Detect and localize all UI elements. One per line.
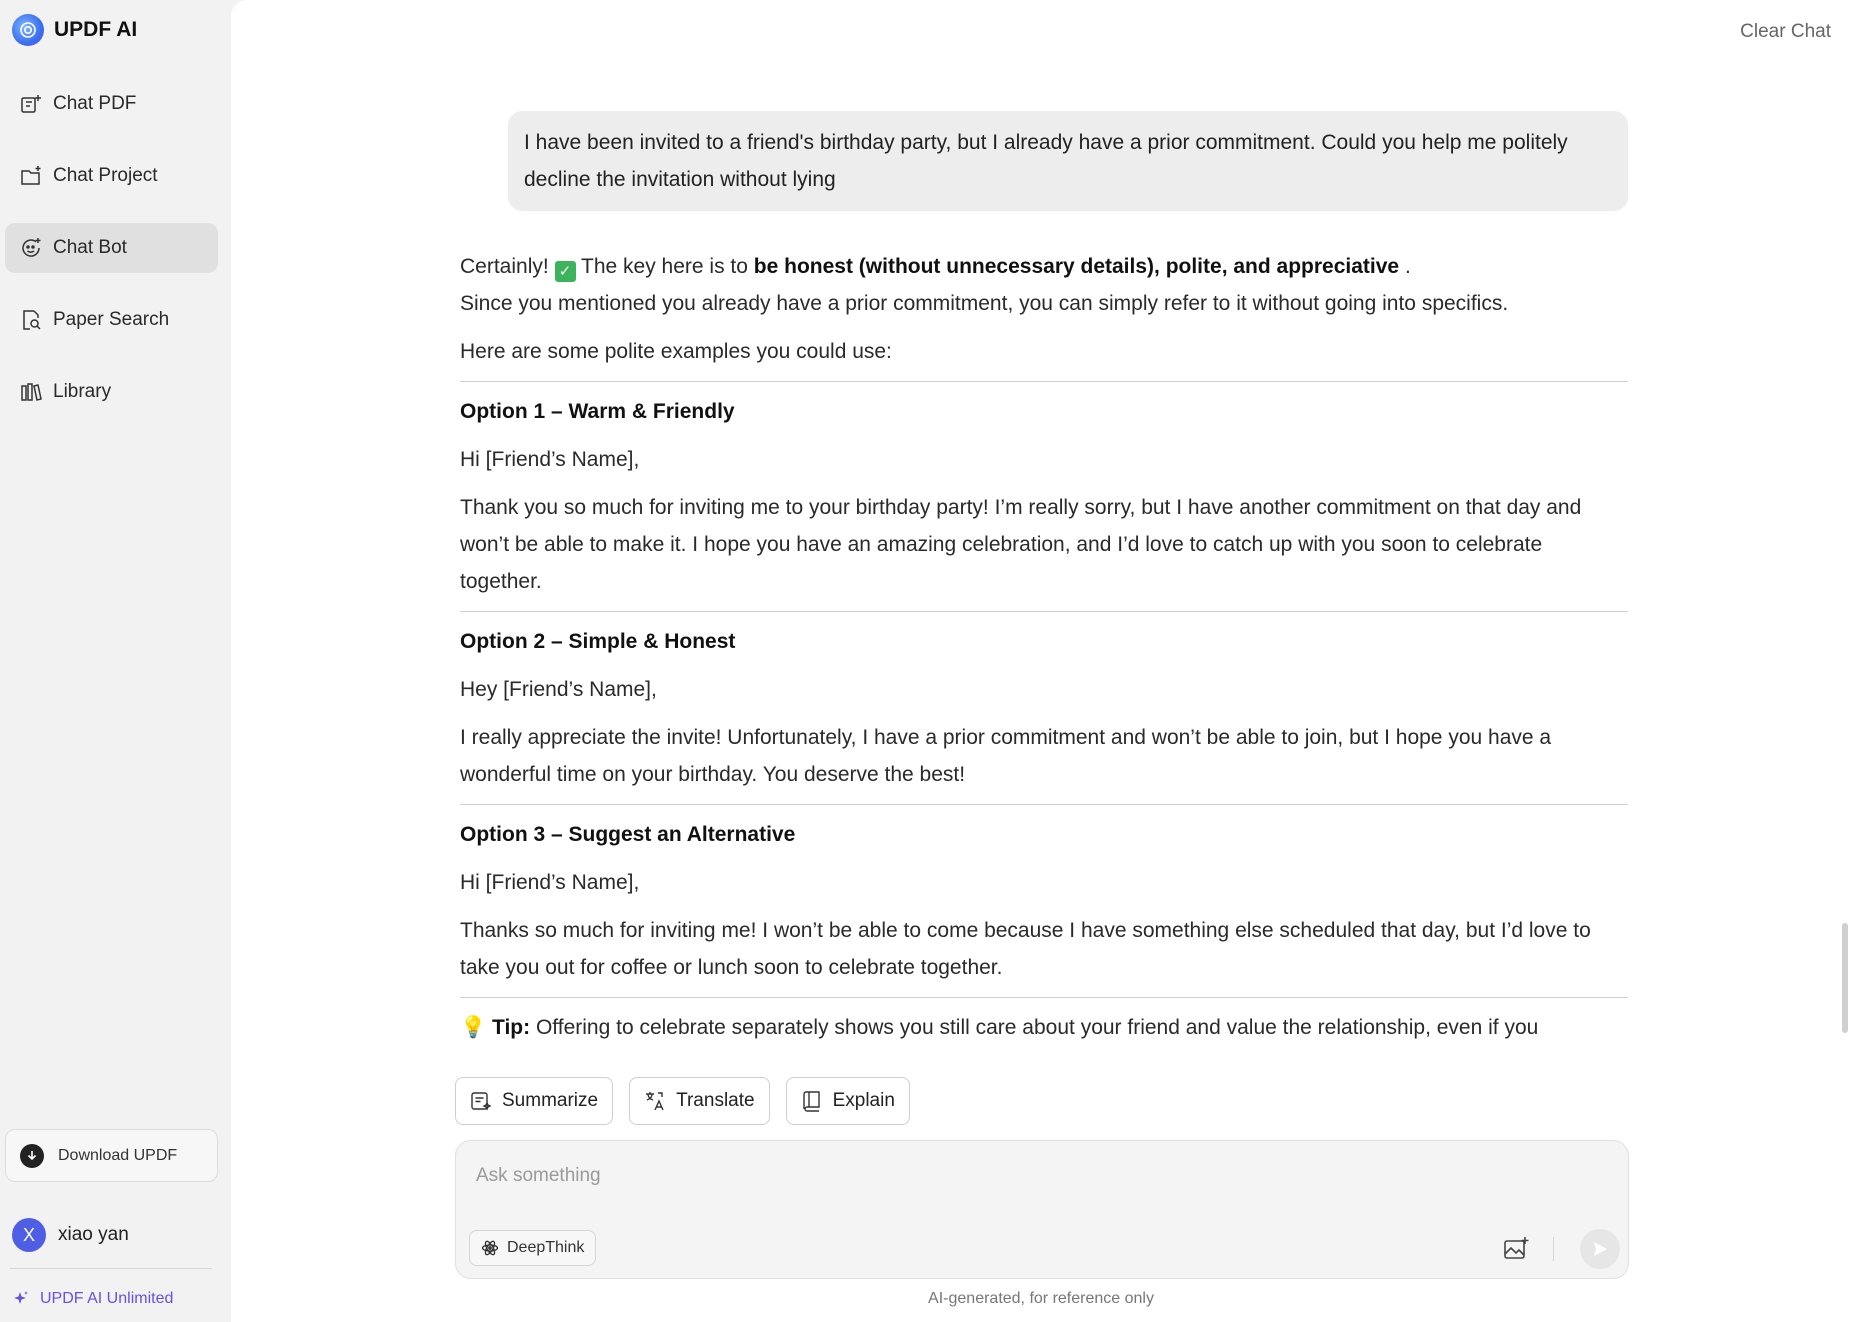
library-icon [19,380,43,404]
download-updf-button[interactable] [5,1129,218,1182]
explain-label: Explain [832,1090,895,1111]
chat-composer [455,1140,1629,1279]
paper-search-icon [19,308,43,332]
divider [460,611,1628,612]
sidebar-item-chat-bot[interactable] [5,223,218,273]
divider [460,804,1628,805]
send-button[interactable] [1580,1229,1620,1269]
translate-icon [644,1090,666,1112]
summarize-button[interactable] [455,1077,613,1125]
user-profile[interactable] [12,1218,129,1252]
checkmark-icon: ✓ [555,261,576,282]
download-icon [20,1144,44,1168]
option-title [460,393,1628,430]
option-body: Thank you so much for inviting me to your birthday party! I’m really sorry, but I have another commitment on that day and won’t be able to make it. I hope you have an amazing celebration, and I’d love to catch up with you soon to celebrate together. [460,496,1582,593]
option-greeting: Hi [Friend’s Name], [460,448,640,471]
lightbulb-icon: 💡 [460,1016,487,1039]
intro-suffix: . [1404,255,1411,278]
option-title-text: Option 2 – Simple & Honest [460,630,736,653]
intro-text: The key here is to [581,255,748,278]
updf-logo-icon [12,14,44,46]
sidebar-item-paper-search[interactable] [5,295,218,345]
divider [1553,1237,1554,1261]
clear-chat-button[interactable]: Clear Chat [1740,21,1831,42]
explain-button[interactable] [786,1077,910,1125]
deepthink-label: DeepThink [507,1239,585,1256]
image-upload-icon[interactable] [1502,1235,1530,1263]
avatar: X [12,1218,46,1252]
intro-prefix: Certainly! [460,255,549,278]
sidebar [0,0,231,1322]
option-title-text: Option 1 – Warm & Friendly [460,400,735,423]
deepthink-toggle[interactable] [469,1230,596,1266]
sidebar-item-chat-project[interactable] [5,151,218,201]
divider [10,1268,212,1269]
divider [460,997,1628,998]
option-title [460,623,1628,660]
sidebar-item-chat-pdf[interactable] [5,79,218,129]
sparkle-icon [12,1290,30,1308]
brand-name: UPDF AI [54,18,138,41]
ai-answer [460,248,1628,1048]
user-name: xiao yan [58,1224,129,1245]
download-label: Download UPDF [58,1146,178,1164]
divider [460,381,1628,382]
sidebar-item-label: Chat Project [53,165,158,186]
option-body: Thanks so much for inviting me! I won’t be able to come because I have something else scheduled that day, but I’d love to take you out for coffee or lunch soon to celebrate together. [460,919,1591,979]
option-title-text: Option 3 – Suggest an Alternative [460,823,796,846]
brand[interactable] [12,14,137,46]
translate-button[interactable] [629,1077,770,1125]
chat-panel [231,0,1851,1322]
translate-label: Translate [676,1090,755,1111]
sidebar-item-label: Chat PDF [53,93,137,114]
ask-input[interactable] [476,1161,1596,1191]
chat-project-icon [19,164,43,188]
disclaimer: AI-generated, for reference only [928,1290,1154,1307]
sidebar-item-library[interactable] [5,367,218,417]
tip-label: Tip: [492,1016,531,1039]
explain-icon [801,1090,823,1112]
option-body: I really appreciate the invite! Unfortunately, I have a prior commitment and won’t be able to join, but I hope you have a wonderful time on your birthday. You deserve the best! [460,726,1552,786]
scrollbar[interactable] [1842,923,1848,1033]
chat-pdf-icon [19,92,43,116]
summarize-label: Summarize [502,1090,599,1111]
sidebar-item-label: Library [53,381,112,402]
chat-bot-icon [19,236,43,260]
tip-text: Offering to celebrate separately shows you still care about your friend and value the relationship, even if you [535,1016,1539,1039]
user-message: I have been invited to a friend's birthday party, but I already have a prior commitment. Could you help me politely decline the invitation without lying [508,111,1628,211]
intro-bold: be honest (without unnecessary details), polite, and appreciative [753,255,1400,278]
send-icon [1591,1240,1609,1258]
option-greeting: Hey [Friend’s Name], [460,678,657,701]
unlimited-label: UPDF AI Unlimited [40,1290,174,1307]
examples-intro: Here are some polite examples you could use: [460,340,892,363]
quick-actions [455,1077,910,1125]
sidebar-item-label: Chat Bot [53,237,127,258]
answer-intro [460,248,1628,285]
summarize-icon [470,1090,492,1112]
deepthink-icon [481,1239,499,1257]
sidebar-item-label: Paper Search [53,309,170,330]
updf-ai-unlimited-link[interactable] [12,1290,173,1308]
answer-intro-line2: Since you mentioned you already have a prior commitment, you can simply refer to it without going into specifics. [460,292,1509,315]
option-greeting: Hi [Friend’s Name], [460,871,640,894]
answer-tip [460,1009,1628,1046]
option-title [460,816,1628,853]
sidebar-nav [5,79,218,439]
